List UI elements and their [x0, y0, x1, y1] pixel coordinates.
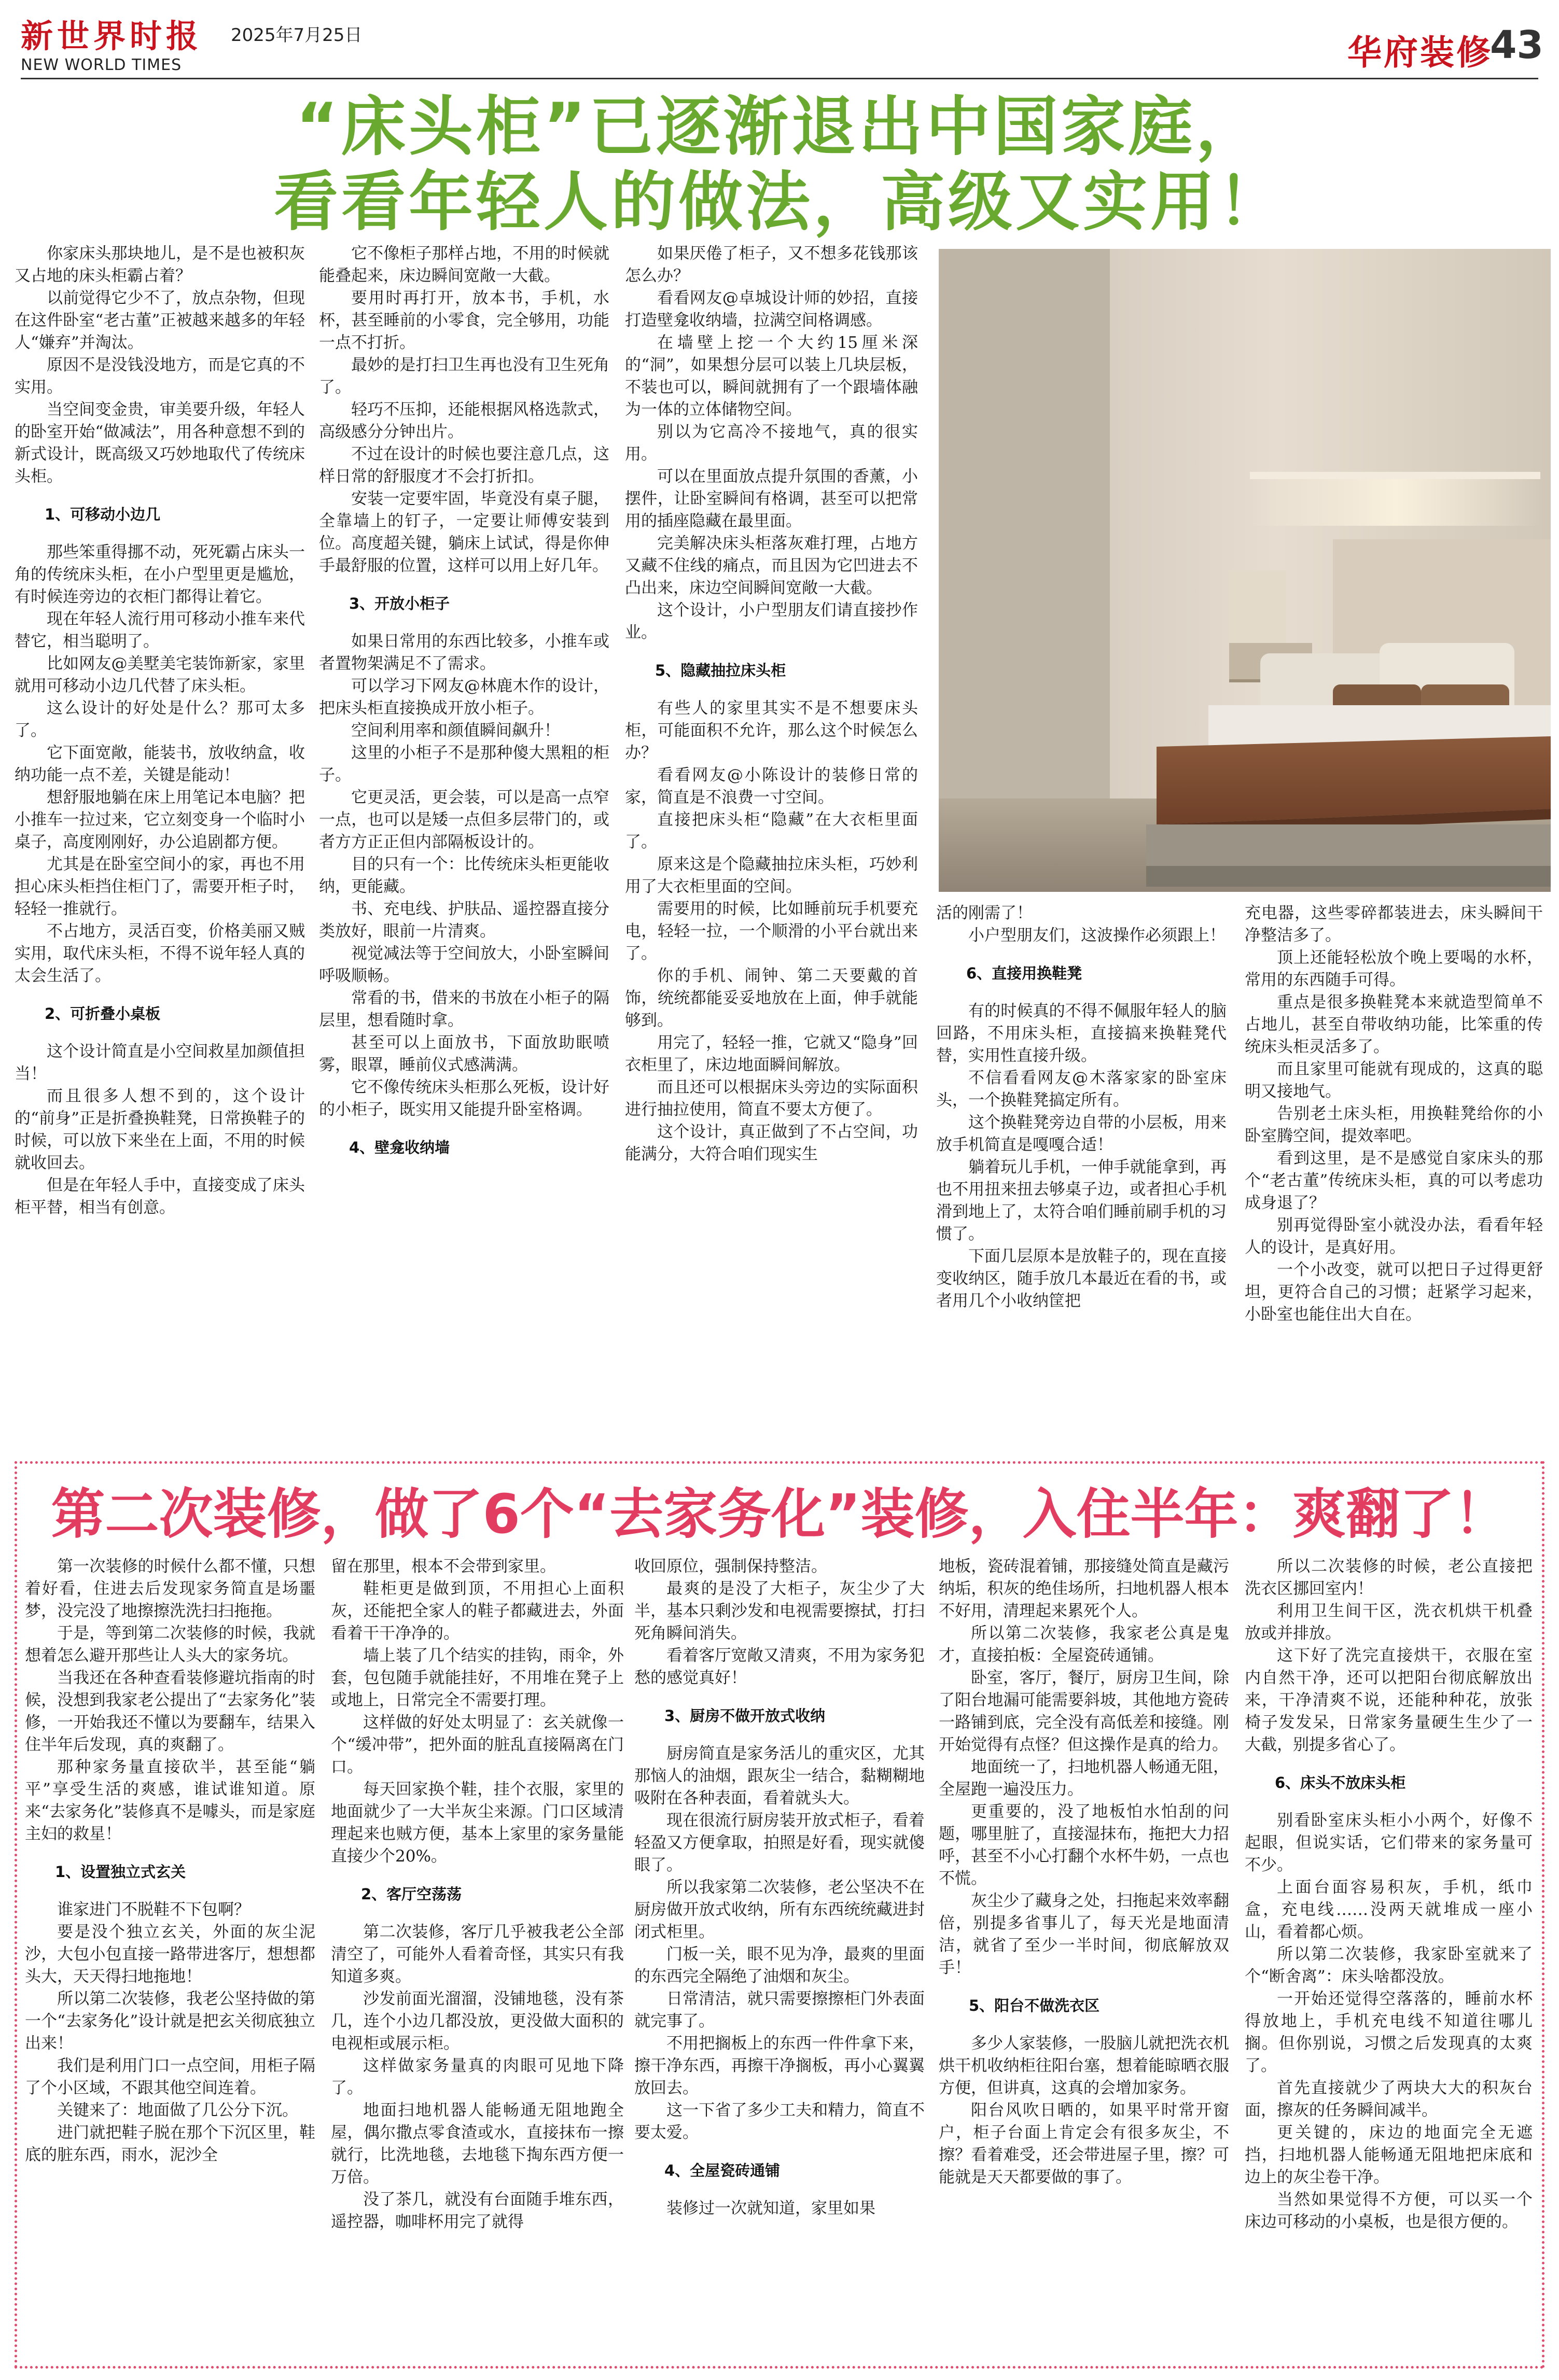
paragraph: 别以为它高冷不接地气，真的很实用。 — [625, 423, 918, 464]
paragraph: 如果厌倦了柜子，又不想多花钱那该怎么办？ — [625, 244, 918, 285]
article2-column-1 — [25, 1556, 315, 2354]
paragraph: 现在很流行厨房装开放式柜子，看着轻盈又方便拿取，拍照是好看，现实就傻眼了。 — [634, 1811, 925, 1874]
paragraph: 当我还在各种查看装修避坑指南的时候，没想到我家老公提出了“去家务化”装修，一开始我还不懂以为要翻车，结果入住半年后发现，真的爽翻了。 — [25, 1669, 315, 1754]
paragraph: 看着客厅宽敞又清爽，不用为家务犯愁的感觉真好！ — [634, 1646, 925, 1687]
paragraph: 你家床头那块地儿，是不是也被积灰又占地的床头柜霸占着？ — [15, 244, 305, 285]
paragraph: 进门就把鞋子脱在那个下沉区里，鞋底的脏东西，雨水，泥沙全 — [25, 2123, 315, 2164]
paragraph: 安装一定要牢固，毕竟没有桌子腿，全靠墙上的钉子，一定要让师傅安装到位。高度超关键，躺床上试试，得是你伸手最舒服的位置，这样可以用上好几年。 — [319, 489, 609, 575]
paragraph: 关键来了：地面做了几公分下沉。 — [57, 2101, 298, 2120]
header-rule — [21, 78, 1538, 79]
paragraph: 它更灵活，更会装，可以是高一点窄一点，也可以是矮一点但多层带门的，或者方方正正但内部隔板设计的。 — [319, 788, 609, 851]
paragraph: 告别老土床头柜，用换鞋凳给你的小卧室腾空间，提效率吧。 — [1245, 1104, 1543, 1145]
paragraph: 甚至可以上面放书，下面放助眠喷雾，眼罩，睡前仪式感满满。 — [319, 1033, 609, 1074]
paragraph: 目的只有一个：比传统床头柜更能收纳，更能藏。 — [319, 855, 609, 896]
subheading: 1、设置独立式玄关 — [55, 1863, 186, 1881]
paragraph: 第一次装修的时候什么都不懂，只想着好看，住进去后发现家务简直是场噩梦，没完没了地擦擦洗洗扫扫拖拖。 — [25, 1557, 315, 1620]
paragraph: 看到这里，是不是感觉自家床头的那个“老古董”传统床头柜，真的可以考虑功成身退了？ — [1245, 1149, 1543, 1212]
paragraph: 不过在设计的时候也要注意几点，这样日常的舒服度才不会打折扣。 — [319, 445, 609, 486]
paragraph: 上面台面容易积灰，手机，纸巾盒，充电线……没两天就堆成一座小山，看着都心烦。 — [1245, 1878, 1533, 1941]
paragraph: 轻巧不压抑，还能根据风格选款式，高级感分分钟出片。 — [319, 400, 609, 441]
paragraph: 这个设计，真正做到了不占空间，功能满分，大符合咱们现实生 — [625, 1123, 918, 1164]
paragraph: 不占地方，灵活百变，价格美丽又贼实用，取代床头柜，不得不说年轻人真的太会生活了。 — [15, 922, 305, 985]
paragraph: 留在那里，根本不会带到家里。 — [331, 1557, 556, 1576]
paragraph: 空间利用率和颜值瞬间飙升！ — [351, 721, 560, 740]
paragraph: 直接把床头柜“隐藏”在大衣柜里面了。 — [625, 810, 918, 851]
paragraph: 常看的书，借来的书放在小柜子的隔层里，想看随时拿。 — [319, 989, 609, 1030]
masthead: 新世界时报 — [21, 17, 203, 55]
paragraph: 这样做家务量真的肉眼可见地下降了。 — [331, 2056, 624, 2097]
paragraph: 灰尘少了藏身之处，扫拖起来效率翻倍，别提多省事儿了，每天光是地面清洁，就省了至少一半时间，彻底解放双手！ — [939, 1892, 1229, 1977]
subheading: 3、开放小柜子 — [349, 595, 450, 612]
paragraph: 充电器，这些零碎都装进去，床头瞬间干净整洁多了。 — [1245, 904, 1543, 945]
paragraph: 门板一关，眼不见为净，最爽的里面的东西完全隔绝了油烟和灰尘。 — [634, 1945, 925, 1986]
english-masthead: NEW WORLD TIMES — [21, 56, 182, 74]
paragraph: 所以二次装修的时候，老公直接把洗衣区挪回室内！ — [1245, 1557, 1533, 1598]
article2-column-2 — [331, 1556, 624, 2354]
paragraph: 顶上还能轻松放个晚上要喝的水杯，常用的东西随手可得。 — [1245, 948, 1543, 989]
paragraph: 原来这是个隐藏抽拉床头柜，巧妙利用了大衣柜里面的空间。 — [625, 855, 918, 896]
paragraph: 用完了，轻轻一推，它就又“隐身”回衣柜里了，床边地面瞬间解放。 — [625, 1033, 918, 1074]
paragraph: 所以第二次装修，我老公坚持做的第一个“去家务化”设计就是把玄关彻底独立出来！ — [25, 1990, 315, 2053]
paragraph: 想舒服地躺在床上用笔记本电脑？把小推车一拉过来，它立刻变身一个临时小桌子，高度刚刚好，办公追剧都方便。 — [15, 788, 305, 851]
paragraph: 看看网友@卓城设计师的妙招，直接打造壁龛收纳墙，拉满空间格调感。 — [625, 289, 918, 330]
subheading: 2、可折叠小桌板 — [45, 1005, 161, 1023]
article1-column-1 — [15, 243, 305, 1446]
paragraph: 鞋柜更是做到顶，不用担心上面积灰，还能把全家人的鞋子都藏进去，外面看着干干净净的。 — [331, 1579, 624, 1643]
paragraph: 这下好了洗完直接烘干，衣服在室内自然干净，还可以把阳台彻底解放出来，干净清爽不说，还能种种花，放张椅子发发呆，日常家务量硬生生少了一大截，别提多省心了。 — [1245, 1646, 1533, 1754]
paragraph: 重点是很多换鞋凳本来就造型简单不占地儿，甚至自带收纳功能，比笨重的传统床头柜灵活多了。 — [1245, 993, 1543, 1056]
paragraph: 不信看看网友@木落家家的卧室床头，一个换鞋凳搞定所有。 — [936, 1069, 1227, 1110]
subheading: 2、客厅空荡荡 — [361, 1885, 462, 1903]
paragraph: 阳台风吹日晒的，如果平时常开窗户，柜子台面上肯定会有很多灰尘，不擦？看着难受，还会带进屋子里，擦？可能就是天天都要做的事了。 — [939, 2101, 1229, 2187]
paragraph: 地面扫地机器人能畅通无阻地跑全屋，偶尔撒点零食渣或水，直接抹布一擦就行，比洗地毯，去地毯下掏东西方便一万倍。 — [331, 2101, 624, 2187]
subheading: 6、床头不放床头柜 — [1275, 1774, 1406, 1791]
subheading: 5、隐藏抽拉床头柜 — [655, 662, 786, 679]
paragraph: 要用时再打开，放本书，手机，水杯，甚至睡前的小零食，完全够用，功能一点不打折。 — [319, 289, 609, 352]
paragraph: 如果日常用的东西比较多，小推车或者置物架满足不了需求。 — [319, 632, 609, 673]
subheading: 4、壁龛收纳墙 — [349, 1139, 450, 1156]
paragraph: 那种家务量直接砍半，甚至能“躺平”享受生活的爽感，谁试谁知道。原来“去家务化”装修真不是噱头，而是家庭主妇的救星！ — [25, 1758, 315, 1843]
paragraph: 躺着玩儿手机，一伸手就能拿到，再也不用扭来扭去够桌子边，或者担心手机滑到地上了，太符合咱们睡前刷手机的习惯了。 — [936, 1158, 1227, 1243]
article2-column-5 — [1245, 1556, 1533, 2354]
paragraph: 原因不是没钱没地方，而是它真的不实用。 — [15, 356, 305, 397]
paragraph: 装修过一次就知道，家里如果 — [666, 2199, 875, 2218]
paragraph: 所以我家第二次装修，老公坚决不在厨房做开放式收纳，所有东西统统藏进封闭式柜里。 — [634, 1878, 925, 1941]
paragraph: 更关键的，床边的地面完全无遮挡，扫地机器人能畅通无阻地把床底和边上的灰尘卷干净。 — [1245, 2123, 1533, 2187]
article2-title: 第二次装修，做了6个“去家务化”装修，入住半年：爽翻了！ — [51, 1482, 1508, 1546]
paragraph: 它不像柜子那样占地，不用的时候就能叠起来，床边瞬间宽敞一大截。 — [319, 244, 609, 285]
paragraph: 沙发前面光溜溜，没铺地毯，没有茶几，连个小边几都没放，更没做大面积的电视柜或展示柜。 — [331, 1990, 624, 2053]
paragraph: 这一下省了多少工夫和精力，简直不要太爱。 — [634, 2101, 925, 2142]
paragraph: 但是在年轻人手中，直接变成了床头柜平替，相当有创意。 — [15, 1176, 305, 1217]
paragraph: 利用卫生间干区，洗衣机烘干机叠放或并排放。 — [1245, 1602, 1533, 1643]
article1-title-line2: 看看年轻人的做法，高级又实用！ — [273, 165, 1285, 240]
paragraph: 这个设计简直是小空间救星加颜值担当！ — [15, 1042, 305, 1083]
paragraph: 现在年轻人流行用可移动小推车来代替它，相当聪明了。 — [15, 610, 305, 651]
paragraph: 而且家里可能就有现成的，这真的聪明又接地气。 — [1245, 1060, 1543, 1101]
paragraph: 这里的小柜子不是那种傻大黑粗的柜子。 — [319, 744, 609, 785]
paragraph: 有的时候真的不得不佩服年轻人的脑回路，不用床头柜，直接搞来换鞋凳代替，实用性直接升级。 — [936, 1002, 1227, 1065]
paragraph: 墙上装了几个结实的挂钩，雨伞，外套，包包随手就能挂好，不用堆在凳子上或地上，日常完全不需要打理。 — [331, 1646, 624, 1710]
paragraph: 别再觉得卧室小就没办法，看看年轻人的设计，是真好用。 — [1245, 1216, 1543, 1257]
paragraph: 最爽的是没了大柜子，灰尘少了大半，基本只剩沙发和电视需要擦拭，打扫死角瞬间消失。 — [634, 1579, 925, 1643]
subheading: 3、厨房不做开放式收纳 — [664, 1707, 826, 1725]
paragraph: 当空间变金贵，审美要升级，年轻人的卧室开始“做减法”，用各种意想不到的新式设计，既高级又巧妙地取代了传统床头柜。 — [15, 400, 305, 486]
paragraph: 我们是利用门口一点空间，用柜子隔了个小区域，不跟其他空间连着。 — [25, 2056, 315, 2097]
publication-date: 2025年7月25日 — [231, 25, 363, 46]
paragraph: 在墙壁上挖一个大约15厘米深的“洞”，如果想分层可以装上几块层板，不装也可以，瞬间就拥有了一个跟墙体融为一体的立体储物空间。 — [625, 333, 918, 419]
paragraph: 可以在里面放点提升氛围的香薰，小摆件，让卧室瞬间有格调，甚至可以把常用的插座隐藏在最里面。 — [625, 467, 918, 530]
paragraph: 可以学习下网友@林鹿木作的设计，把床头柜直接换成开放小柜子。 — [319, 677, 609, 718]
paragraph: 更重要的，没了地板怕水怕刮的问题，哪里脏了，直接湿抹布，拖把大力招呼，甚至不小心打翻个水杯牛奶，一点也不慌。 — [939, 1802, 1229, 1888]
paragraph: 谁家进门不脱鞋不下包啊？ — [57, 1900, 250, 1919]
paragraph: 它不像传统床头柜那么死板，设计好的小柜子，既实用又能提升卧室格调。 — [319, 1078, 609, 1119]
paragraph: 那些笨重得挪不动，死死霸占床头一角的传统床头柜，在小户型里更是尴尬，有时候连旁边的衣柜门都得让着它。 — [15, 543, 305, 606]
paragraph: 地面统一了，扫地机器人畅通无阻，全屋跑一遍没压力。 — [939, 1758, 1229, 1799]
paragraph: 下面几层原本是放鞋子的，现在直接变收纳区，随手放几本最近在看的书，或者用几个小收纳筐把 — [936, 1247, 1227, 1310]
paragraph: 每天回家换个鞋，挂个衣服，家里的地面就少了一大半灰尘来源。门口区域清理起来也贼方便，基本上家里的家务量能直接少个20%。 — [331, 1780, 624, 1866]
paragraph: 你的手机、闹钟、第二天要戴的首饰，统统都能妥妥地放在上面，伸手就能够到。 — [625, 967, 918, 1030]
section-name: 华府装修 — [1347, 33, 1493, 73]
paragraph: 这样做的好处太明显了：玄关就像一个“缓冲带”，把外面的脏乱直接隔离在门口。 — [331, 1713, 624, 1776]
paragraph: 首先直接就少了两块大大的积灰台面，擦灰的任务瞬间减半。 — [1245, 2079, 1533, 2120]
paragraph: 日常清洁，就只需要擦擦柜门外表面就完事了。 — [634, 1990, 925, 2031]
paragraph: 它下面宽敞，能装书，放收纳盒，收纳功能一点不差，关键是能动！ — [15, 744, 305, 785]
paragraph: 活的刚需了！ — [936, 904, 1033, 922]
paragraph: 最妙的是打扫卫生再也没有卫生死角了。 — [319, 356, 609, 397]
paragraph: 多少人家装修，一股脑儿就把洗衣机烘干机收纳柜往阳台塞，想着能晾晒衣服方便，但讲真，这真的会增加家务。 — [939, 2034, 1229, 2097]
paragraph: 而且很多人想不到的，这个设计的“前身”正是折叠换鞋凳，日常换鞋子的时候，可以放下来坐在上面，不用的时候就收回去。 — [15, 1087, 305, 1172]
article2-column-3 — [634, 1556, 925, 2354]
article1-column-3 — [625, 243, 918, 1446]
paragraph: 所以第二次装修，我家卧室就来了个“断舍离”：床头啥都没放。 — [1245, 1945, 1533, 1986]
paragraph: 需要用的时候，比如睡前玩手机要充电，轻轻一拉，一个顺滑的小平台就出来了。 — [625, 900, 918, 963]
paragraph: 看看网友@小陈设计的装修日常的家，简直是不浪费一寸空间。 — [625, 766, 918, 807]
paragraph: 没了茶几，就没有台面随手堆东西，遥控器，咖啡杯用完了就得 — [331, 2190, 624, 2231]
paragraph: 有些人的家里其实不是不想要床头柜，可能面积不允许，那么这个时候怎么办？ — [625, 699, 918, 762]
subheading: 6、直接用换鞋凳 — [966, 964, 1082, 982]
article1-title-line1: “床头柜”已逐渐退出中国家庭， — [296, 90, 1263, 164]
article1-column-5 — [1245, 902, 1543, 1447]
paragraph: 这个设计，小户型朋友们请直接抄作业。 — [625, 601, 918, 642]
paragraph: 当然如果觉得不方便，可以买一个床边可移动的小桌板，也是很方便的。 — [1245, 2190, 1533, 2231]
subheading: 5、阳台不做洗衣区 — [969, 1997, 1100, 2014]
paragraph: 不用把搁板上的东西一件件拿下来，擦干净东西，再擦干净搁板，再小心翼翼放回去。 — [634, 2034, 925, 2097]
paragraph: 地板，瓷砖混着铺，那接缝处简直是藏污纳垢，积灰的绝佳场所，扫地机器人根本不好用，清理起来累死个人。 — [939, 1557, 1229, 1620]
paragraph: 所以第二次装修，我家老公真是鬼才，直接拍板：全屋瓷砖通铺。 — [939, 1624, 1229, 1665]
paragraph: 这个换鞋凳旁边自带的小层板，用来放手机简直是嘎嘎合适！ — [936, 1113, 1227, 1154]
paragraph: 第二次装修，客厅几乎被我老公全部清空了，可能外人看着奇怪，其实只有我知道多爽。 — [331, 1923, 624, 1986]
paragraph: 小户型朋友们，这波操作必须跟上！ — [968, 926, 1226, 945]
article2-column-4 — [939, 1556, 1229, 2354]
paragraph: 一开始还觉得空落落的，睡前水杯得放地上，手机充电线不知道往哪儿搁。但你别说，习惯之后发现真的太爽了。 — [1245, 1990, 1533, 2075]
paragraph: 于是，等到第二次装修的时候，我就想着怎么避开那些让人头大的家务坑。 — [25, 1624, 315, 1665]
paragraph: 收回原位，强制保持整洁。 — [634, 1557, 827, 1576]
paragraph: 以前觉得它少不了，放点杂物，但现在这件卧室“老古董”正被越来越多的年轻人“嫌弃”并淘汰。 — [15, 289, 305, 352]
subheading: 4、全屋瓷砖通铺 — [664, 2162, 781, 2179]
paragraph: 而且还可以根据床头旁边的实际面积进行抽拉使用，简直不要太方便了。 — [625, 1078, 918, 1119]
paragraph: 比如网友@美墅美宅装饰新家，家里就用可移动小边几代替了床头柜。 — [15, 654, 305, 695]
paragraph: 一个小改变，就可以把日子过得更舒坦，更符合自己的习惯；赶紧学习起来，小卧室也能住出大自在。 — [1245, 1261, 1543, 1324]
paragraph: 完美解决床头柜落灰难打理，占地方又藏不住线的痛点，而且因为它凹进去不凸出来，床边空间瞬间宽敞一大截。 — [625, 534, 918, 597]
article1-column-4 — [936, 902, 1227, 1447]
article1-column-2 — [319, 243, 609, 1446]
paragraph: 厨房简直是家务活儿的重灾区，尤其那恼人的油烟，跟灰尘一结合，黏糊糊地吸附在各种表面，看着就头大。 — [634, 1744, 925, 1808]
paragraph: 要是没个独立玄关，外面的灰尘泥沙，大包小包直接一路带进客厅，想想都头大，天天得扫地拖地！ — [25, 1923, 315, 1986]
paragraph: 尤其是在卧室空间小的家，再也不用担心床头柜挡住柜门了，需要开柜子时，轻轻一推就行。 — [15, 855, 305, 918]
paragraph: 别看卧室床头柜小小两个，好像不起眼，但说实话，它们带来的家务量可不少。 — [1245, 1811, 1533, 1874]
paragraph: 这么设计的好处是什么？那可太多了。 — [15, 699, 305, 740]
bedroom-photo — [939, 249, 1551, 892]
paragraph: 视觉减法等于空间放大，小卧室瞬间呼吸顺畅。 — [319, 944, 609, 985]
page-number: 43 — [1490, 23, 1543, 67]
paragraph: 书、充电线、护肤品、遥控器直接分类放好，眼前一片清爽。 — [319, 900, 609, 941]
paragraph: 卧室，客厅，餐厅，厨房卫生间，除了阳台地漏可能需要斜坡，其他地方瓷砖一路铺到底，完全没有高低差和接缝。刚开始觉得有点怪？但这操作是真的给力。 — [939, 1669, 1229, 1754]
subheading: 1、可移动小边几 — [45, 506, 161, 523]
